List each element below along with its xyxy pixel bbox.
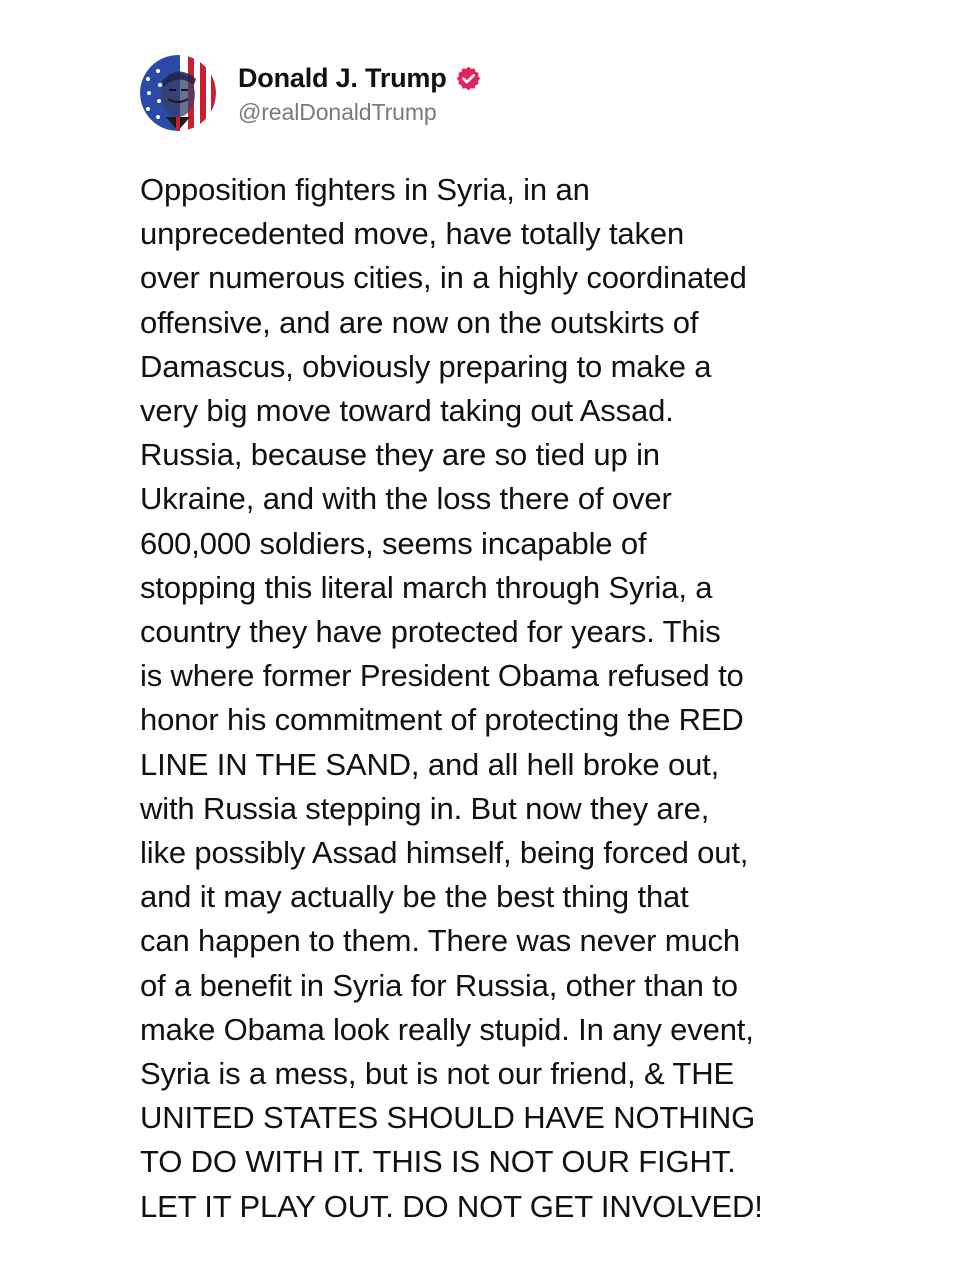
avatar-image	[140, 55, 216, 131]
post-body: Opposition fighters in Syria, in an unprecedented move, have totally taken over numerous cities, in a highly coordinated offensive, and are now on the outskirts of Damascus, obviously preparing to make a very big move toward taking out Assad. Russia, because they are so tied up in Ukraine, and with the loss there of over 600,000 soldiers, seems incapable of stopping this literal march through Syria, a country they have protected for years. This is where former President Obama refused to honor his commitment of protecting the RED LINE IN THE SAND, and all hell broke out, with Russia stepping in. But now they are, like possibly Assad himself, being forced out, and it may actually be the best thing that can happen to them. There was never much of a benefit in Syria for Russia, other than to make Obama look really stupid. In any event, Syria is a mess, but is not our friend, & THE UNITED STATES SHOULD HAVE NOTHING TO DO WITH IT. THIS IS NOT OUR FIGHT. LET IT PLAY OUT. DO NOT GET INVOLVED!	[140, 172, 763, 1224]
verified-check-icon	[455, 65, 482, 92]
avatar[interactable]	[140, 55, 216, 131]
post-header	[140, 52, 840, 134]
author-info	[238, 61, 482, 126]
display-name[interactable]: Donald J. Trump	[238, 63, 447, 93]
post-card	[140, 52, 840, 1224]
name-row	[238, 61, 482, 97]
user-handle[interactable]: @realDonaldTrump	[238, 98, 437, 125]
